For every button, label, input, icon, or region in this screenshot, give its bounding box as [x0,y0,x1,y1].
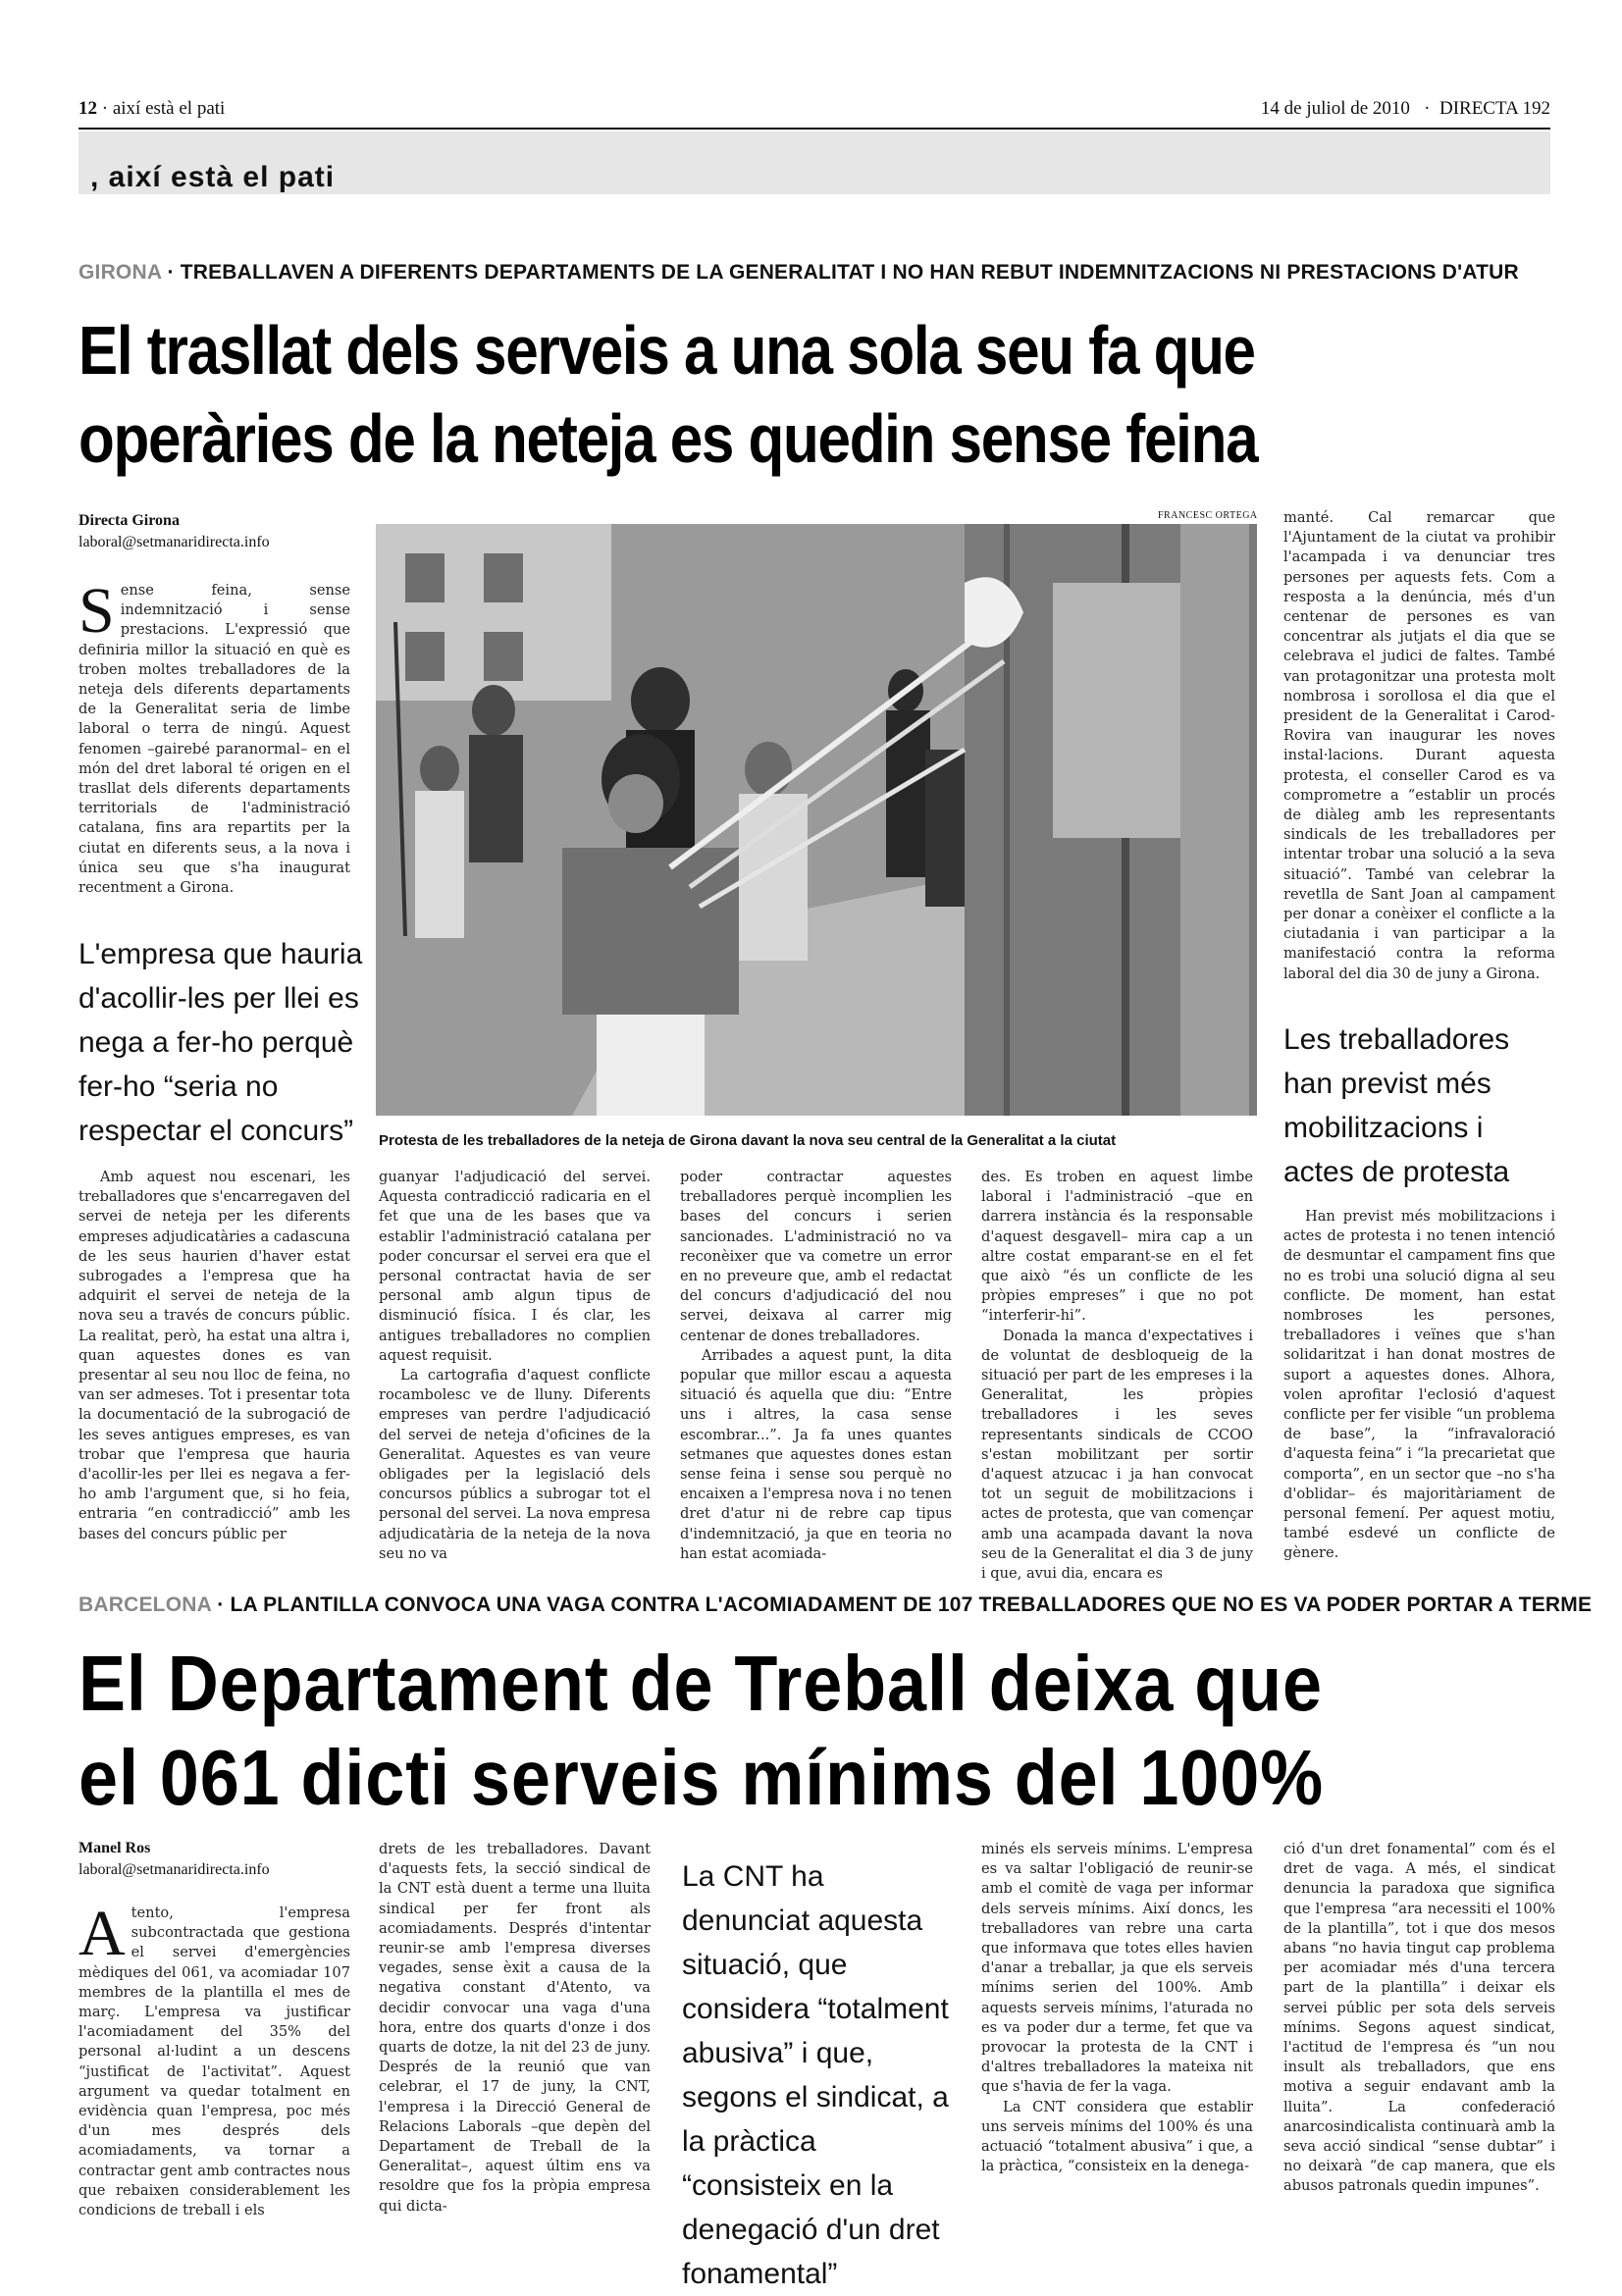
page-folio [78,98,1550,122]
article2-col4-p1: minés els serveis mínims. L'empresa es va saltar l'obligació de reunir-se amb el comitè de vaga per informar dels serveis mínims. Així doncs, les treballadores van rebre una carta que informava que totes elles havien d'anar a treballar, ja que els serveis mínims serien del 100%. Amb aquests serveis mínims, l'aturada no es va poder dur a terme, fet que va provocar la protesta de la CNT i d'altres treballadores la mateixa nit que s'havia de fer la vaga. [981,1841,1253,2096]
article2-byline [78,1838,270,1881]
section-band-title: , així està el pati [90,161,336,193]
article1-place: GIRONA [78,261,162,284]
article2-place: BARCELONA [78,1593,212,1616]
article1-email: laboral@setmanaridirecta.info [78,534,270,550]
article1-col4-p1: des. Es troben en aquest limbe laboral i l'administració –que en darrera instància és la responsable d'aquest desgavell– mira cap a un altre costat emparant-se en el fet que això “és un conflicte de les pròpies empreses” i que no pot “interferir-hi”. [981,1169,1253,1325]
article1-col3-p1: poder contractar aquestes treballadores perquè incomplien les bases del concurs i serien sancionades. L'administració no va reconèixer que va cometre un error en no preveure que, amb el redactat del concurs d'adjudicació del nou servei, deixava al carrer mig centenar de dones treballadores. [680,1169,952,1344]
article2-col2-text: drets de les treballadores. Davant d'aquests fets, la secció sindical de la CNT està duent a terme una lluita sindical per fer front als acomiadaments. Després d'intentar reunir-se amb l'empresa diverses vegades, sense èxit a causa de la negativa constant d'Atento, va decidir convocar una vaga d'una hora, entre dos quarts d'onze i dos quarts de dotze, la nit del 23 de juny. Després de la reunió que van celebrar, el 17 de juny, la CNT, l'empresa i la Direcció General de Relacions Laborals –que depèn del Departament de Treball de la Generalitat–, aquest últim ens va resoldre que fos la pròpia empresa qui dicta- [379,1841,651,2215]
article1-col2-p2: La cartografia d'aquest conflicte rocambolesc ve de lluny. Diferents empreses van perdre l'adjudicació del servei de neteja d'oficines de la Generalitat. Aquestes es van veure obligades per la legislació dels concursos públics a subrogar tot el personal del servei. La nova empresa adjudicatària de la neteja de la nova seu no va [379,1367,651,1562]
article1-col3 [680,1168,952,1564]
protest-photo [376,524,1257,1116]
photo-credit: FRANCESC ORTEGA [1158,510,1258,521]
article1-col5-bottom [1283,1207,1555,1564]
article2-col5-text: ció d'un dret fonamental” com és el dret de vaga. A més, el sindicat denuncia la paradoxa que significa que l'empresa “ara necessiti el 100% de la plantilla”, tot i que dos mesos abans “no havia tingut cap problema per acomiadar més d'una tercera part de la plantilla” i deixar els servei públic per sota dels serveis mínims. Segons aquest sindicat, l'actitud de l'empresa és “un nou insult als treballadors, que ens motiva a seguir endavant amb la lluita”. La confederació anarcosindicalista continuarà amb la seva acció sindical “sense dubtar” i no deixarà “de cap manera, que els abusos patronals quedin impunes”. [1283,1841,1555,2195]
article1-headline-line2: operàries de la neteja es quedin sense feina [78,400,1258,477]
article1-headline [78,306,1564,483]
article2-kicker-text: LA PLANTILLA CONVOCA UNA VAGA CONTRA L'ACOMIADAMENT DE 107 TREBALLADORES QUE NO ES VA PODER PORTAR A TERME [230,1593,1593,1616]
article2-col5 [1283,1840,1555,2197]
article2-col2 [379,1840,651,2217]
article1-col5-bottom-text: Han previst més mobilitzacions i actes de protesta i no tenen intenció de desmuntar el campament fins que no es trobi una solució digna al seu conflicte. De moment, han estat nombroses les persones, treballadores i veïnes que s'han solidaritzat i han donat mostres de suport a aquestes dones. Alhora, volen aprofitar l'eclosió d'aquest conflicte per fer visible “un problema de base”, la “infravaloració d'aquesta feina” i “la precarietat que comporta”, en un sector que –no s'ha d'oblidar– és majoritàriament de personal femení. Per aquest motiu, també esdevé un conflicte de gènere. [1283,1208,1555,1562]
article1-pullquote-left: L'empresa que hauria d'acollir-les per llei es nega a fer-ho perquè fer-ho “seria no respectar el concurs” [78,938,363,1147]
article1-kicker: GIRONA · TREBALLAVEN A DIFERENTS DEPARTAMENTS DE LA GENERALITAT I NO HAN REBUT INDEMNITZACIONS NI PRESTACIONS D'ATUR [78,261,1519,284]
issue-date: 14 de juliol de 2010 [1260,98,1410,119]
protest-photo-illustration [376,524,1257,1116]
article2-kicker: BARCELONA · LA PLANTILLA CONVOCA UNA VAGA CONTRA L'ACOMIADAMENT DE 107 TREBALLADORES QUE NO ES VA PODER PORTAR A TERME [78,1593,1593,1616]
article2-col4 [981,1840,1253,2176]
article2-col1-text: tento, l'empresa subcontractada que gestiona el servei d'emergències mèdiques del 061, va acomiadar 107 membres de la plantilla el mes de març. L'empresa va justificar l'acomiadament del 35% del personal al·ludint a un descens “justificat de l'activitat”. Aquest argument va quedar totalment en evidència quan l'empresa, poc més d'un mes després dels acomiadaments, va tornar a contractar gent amb contractes nous que rebaixen considerablement les condicions de treball i els [78,1905,350,2219]
article1-byline [78,510,270,553]
article2-email: laboral@setmanaridirecta.info [78,1861,270,1878]
section-band [78,131,1550,194]
article1-col3-p2: Arribades a aquest punt, la dita popular que millor escau a aquesta situació és aquella que diu: “Entre uns i altres, la casa sense escombrar...”. Ja fa unes quantes setmanes que aquestes dones estan sense feina i sense sou perquè no encaixen a l'empresa nova i no tenen dret d'atur ni de rebre cap tipus d'indemnització, ja que en teoria no han estat acomiada- [680,1346,952,1562]
article1-dropcap: S [78,575,115,647]
article2-pullquote: La CNT ha denunciat aquesta situació, que considera “totalment abusiva” i que, segons el sindicat, a la pràctica “consisteix en la denegació d'un dret fonamental” [682,1860,949,2290]
article2-col1 [78,1898,350,2220]
article1-kicker-text: TREBALLAVEN A DIFERENTS DEPARTAMENTS DE LA GENERALITAT I NO HAN REBUT INDEMNITZACIONS NI PRESTACIONS D'ATUR [180,261,1519,284]
article2-headline-line2: el 061 dicti serveis mínims del 100% [78,1734,1325,1821]
article2-headline-line1: El Departament de Treball deixa que [78,1640,1323,1727]
article1-col1-paragraph: Amb aquest nou escenari, les treballadores que s'encarregaven del servei de neteja per les diferents empreses adjudicatàries a cadascuna de les seus haurien d'haver estat subrogades a l'empresa que ha adquirit el servei de neteja de la nova seu a través de concurs públic. La realitat, però, ha estat una altra i, quan aquestes dones es van presentar al seu nou lloc de feina, no van ser admeses. Tot i presentar tota la documentació de la subrogació de les seves antigues empreses, es van trobar que l'empresa que hauria d'acollir-les per llei es negava a fer-ho amb l'argument que, si ho feia, entraria “en contradicció” amb les bases del concurs públic per [78,1169,350,1542]
article2-headline [78,1637,1580,1825]
article1-col5-top-text: manté. Cal remarcar que l'Ajuntament de la ciutat va prohibir l'acampada i va denunciar tres persones per aquests fets. Com a resposta a la denúncia, més d'un centenar de persones es van concentrar als jutjats el dia que se celebrava el judici de faltes. També van protagonitzar una protesta molt nombrosa i sorollosa el dia que el president de la Generalitat i Carod-Rovira van inaugurar les noves instal·lacions. Durant aquesta protesta, el conseller Carod es va comprometre a “establir un procés de diàleg amb les representants sindicals de les treballadores per intentar trobar una solució a la seva situació”. També van celebrar la revetlla de Sant Joan al campament per donar a conèixer el conflicte a la ciutadania i van participar a la manifestació contra la reforma laboral del dia 30 de juny a Girona. [1283,509,1555,982]
article1-pullquote-right: Les treballadores han previst més mobilitzacions i actes de protesta [1283,1023,1510,1188]
article2-dropcap: A [78,1898,126,1969]
issue-number: DIRECTA 192 [1439,98,1550,119]
folio-section: així està el pati [112,98,226,119]
article1-col1 [78,1168,350,1544]
folio-left: 12 · així està el pati [78,98,226,119]
article1-headline-line1: El trasllat dels serveis a una sola seu fa que [78,312,1255,389]
header-rule [78,128,1550,130]
article2-col4-p2: La CNT considera que establir uns serveis mínims del 100% és una actuació “totalment abusiva” i que, a la pràctica, “consisteix en la denega- [981,2098,1253,2175]
photo-caption: Protesta de les treballadores de la neteja de Girona davant la nova seu central de la Generalitat a la ciutat [379,1132,1117,1149]
page-number: 12 [78,98,97,119]
article1-col4 [981,1168,1253,1584]
folio-right: 14 de juliol de 2010 · DIRECTA 192 [1260,98,1550,119]
article1-lead-text: ense feina, sense indemnització i sense prestacions. L'expressió que definiria millor la situació en què es troben moltes treballadores de la neteja dels diferents departaments de la Generalitat seria de limbe laboral o terra de ningú. Aquest fenomen –gairebé paranormal– en el món del dret laboral té origen en el trasllat dels diferents departaments territorials de l'administració catalana, fins ara repartits per la ciutat en diferents seus, a la nova i única seu que s'ha inaugurat recentment a Girona. [78,582,350,897]
article1-author: Directa Girona [78,512,180,529]
article2-author: Manel Ros [78,1840,151,1856]
article1-lead [78,575,350,898]
article1-col2-p1: guanyar l'adjudicació del servei. Aquesta contradicció radicaria en el fet que una de les bases que va establir l'administració catalana per poder concursar el servei era que el personal contractat havia de ser personal amb algun tipus de disminució física. I és clar, les antigues treballadores no complien aquest requisit. [379,1169,651,1364]
article1-col2 [379,1168,651,1564]
article1-col5-top [1283,508,1555,984]
article1-col4-p2: Donada la manca d'expectatives i de voluntat de desbloqueig de la situació per part de les empreses i la Generalitat, les pròpies treballadores i les seves representants sindicals de CCOO s'estan mobilitzant per sortir d'aquest atzucac i ja han convocat tot un seguit de mobilitzacions i actes de protesta, que van començar amb una acampada davant la nova seu de la Generalitat el dia 3 de juny i que, avui dia, encara es [981,1327,1253,1583]
